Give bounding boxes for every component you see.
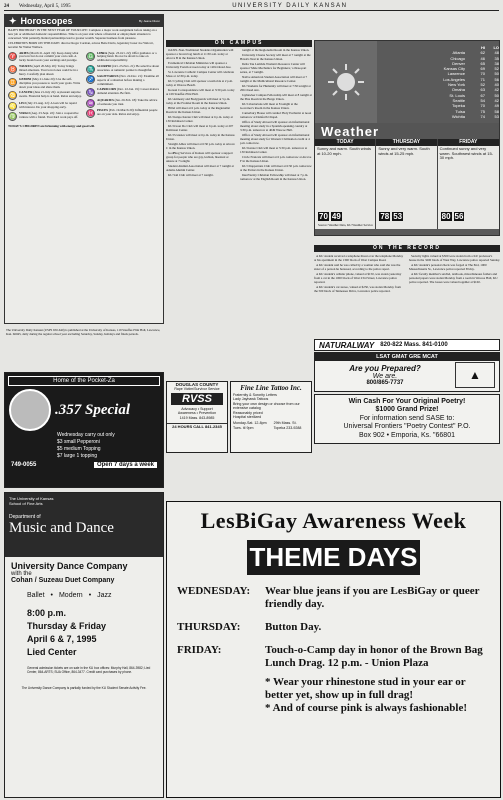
- weather-box: [314, 40, 500, 236]
- rvss-addr: 1419 Mass. 843-8985: [179, 415, 215, 420]
- city-hi: 71: [480, 76, 485, 82]
- sign-capricorn: ♑ CAPRICORN (Dec. 22-Jan. 19): Career matters demand attention. Be firm.: [87, 87, 159, 97]
- pisces-icon: ♓: [87, 111, 95, 118]
- music-venue: Lied Center: [27, 647, 77, 657]
- libra-icon: ♎: [87, 53, 95, 60]
- campus-item: Jayhawker Campus Fellowship will meet at 8 tonight at the Pine Room in the Burge Union.: [240, 93, 312, 101]
- music-title: Music and Dance: [9, 520, 114, 536]
- campus-item: KU Kwon Do Club will meet at 6 p.m. today at 207 Robinson Center.: [166, 123, 234, 132]
- music-dates: Thursday & Friday: [27, 621, 107, 631]
- city-hi: 65: [480, 60, 485, 66]
- test-names: LSAT GMAT GRE MCAT: [315, 353, 499, 361]
- city-hi: 69: [480, 66, 485, 72]
- signs-right: [86, 52, 160, 123]
- campus-item: Office of Study Abroad will sponsor an informational meeting about study for Western Civilization credit at 4 p.m. tomorrow.: [240, 132, 310, 145]
- forecast-desc: Sunny and very warm. South winds at 15-25 mph.: [378, 146, 430, 156]
- sign-leo: ♌ LEO (July 23-Aug. 22): A loan will be repaid with interest. Do your shopping early.: [9, 100, 77, 110]
- music-school: The University of Kansas: [9, 496, 54, 501]
- tattoo-ad[interactable]: [230, 381, 312, 453]
- record-item: A KU student's personal check was forged at The End, 1000 Massachusetts St., Lawrence police reported Friday.: [409, 263, 487, 271]
- tattoo-item: Lady Jayhawk Tattoos: [233, 397, 269, 402]
- pizza-deals: [5, 431, 163, 460]
- pizza-logo-icon: [9, 389, 51, 431]
- city-name: New York: [448, 82, 465, 88]
- signs-left: [8, 52, 82, 123]
- pizza-deal: $7 large 1 topping: [57, 453, 98, 459]
- campus-item: Native American Student Association will meet at 7 tonight at the Multicultural Resource Center.: [240, 75, 308, 83]
- forecast-day: THURSDAY: [376, 139, 436, 146]
- on-campus-col2: [240, 49, 312, 379]
- city-lo: 42: [494, 87, 499, 93]
- forecast-lo: 56: [454, 212, 464, 221]
- sign-gemini: ♊ GEMINI (May 21-June 20): Use the self-discipline you possess to reach your goals. Write down your ideas and share them.: [9, 76, 81, 89]
- city-hi: 67: [480, 92, 485, 98]
- music-ticketinfo: General admission tickets are on sale in the KU box offices: Murphy Hall, 864-3982; Lied Center, 864-ARTS; SUA Office, 864-3477. Credit card purchases by phone.: [27, 666, 151, 674]
- sign-taurus: ♉ TAURUS (April 20-May 20): Today brings mixed emotions. Your loved ones could be in a hurry. Carefully plan ahead.: [9, 63, 78, 76]
- city-lo: 50: [494, 92, 499, 98]
- forecast-strip: [315, 139, 499, 229]
- rvss-ad[interactable]: [166, 381, 228, 453]
- lbg-day: WEDNESDAY:: [177, 585, 251, 597]
- tattoo-addr: 29th Mass. St. Topeka 233-9288: [273, 421, 302, 430]
- music-dept2: Department of: [9, 514, 41, 520]
- tattoo-item: Hospital sterilized: [233, 415, 262, 420]
- lbg-day: FRIDAY:: [177, 644, 222, 656]
- city-name: Atlanta: [452, 50, 465, 56]
- city-hi: 46: [480, 55, 485, 61]
- sagittarius-icon: ♐: [87, 77, 95, 84]
- rvss-top: DOUGLAS COUNTY: [175, 382, 219, 387]
- lbg-row-wednesday: [167, 585, 500, 611]
- lo-col-label: LO: [493, 45, 499, 50]
- weather-credit: Source: Weather Data, KU Weather Service: [318, 223, 373, 228]
- city-hi: 70: [480, 103, 485, 109]
- pizza-phone: 749-0055: [11, 462, 37, 468]
- sign-pisces: ♓ PISCES (Feb. 19-March 20): Influential people are on your side. Relax and enjoy.: [87, 108, 158, 118]
- sign-scorpio: ♏ SCORPIO (Oct. 23-Nov. 21): Be selective about associates. A romantic partner is thoughtful.: [87, 63, 160, 73]
- campus-item: St. Lawrence Catholic Campus Center will celebrate Mass at 12:30 p.m. today.: [166, 69, 235, 78]
- forecast-thursday: [376, 139, 437, 229]
- weather-title: Weather: [315, 123, 499, 139]
- music-dates2: April 6 & 7, 1995: [27, 634, 97, 644]
- city-name: Topeka: [452, 103, 465, 109]
- poetry-line2: $1000 Grand Prize!: [375, 406, 439, 414]
- forecast-desc: Sunny and warm. South winds at 10-20 mph.: [317, 146, 372, 156]
- city-hi: 74: [480, 113, 485, 119]
- test-prep-ad[interactable]: [314, 352, 500, 392]
- city-hi: 75: [480, 108, 485, 114]
- city-temps: [377, 41, 499, 123]
- record-item: A KU student's car stereo, valued at $250, was stolen Monday from the 500 block of Tennessee Drive, Lawrence police reported.: [314, 284, 401, 293]
- city-lo: 42: [494, 97, 499, 103]
- campus-item: Office of Study Abroad will sponsor an informational meeting about study in a Spanish-speaking country at 3:30 p.m. tomorrow at 4049 Wescoe Hall.: [240, 120, 310, 132]
- record-item: A KU student received a telephone threat over the telephone Monday at his apartment in the 1300 block of West Campus Road.: [314, 255, 404, 262]
- city-name: Omaha: [451, 87, 465, 93]
- bullet-icon: •: [50, 592, 53, 599]
- tattoo-item: Reasonably priced: [233, 410, 263, 415]
- campus-item: KU Amnesty and Bodyguards will meet at 5 p.m. today at the Frontier Room in the Kansas Union.: [166, 96, 231, 105]
- tattoo-hours: Monday-Sat. 12-8pm Tues. til 9pm: [233, 421, 267, 430]
- city-hi: 62: [480, 50, 485, 56]
- sun-icon: [315, 41, 377, 123]
- music-time: 8:00 p.m.: [27, 608, 67, 618]
- city-name: Denver: [452, 60, 465, 66]
- gemini-icon: ♊: [9, 79, 17, 86]
- city-lo: 35: [494, 55, 499, 61]
- music-company: University Dance Company: [11, 561, 128, 571]
- campus-item: KU Karate Club will meet at 5:30 p.m. tomorrow at 130 Robinson Center.: [240, 145, 308, 154]
- campus-item: GodBlog Services of Kansas will sponsor a support group for people who are gay, lesbian, bisexual or unsure at 7 tonight.: [166, 150, 233, 163]
- sign-aquarius: ♒ AQUARIUS (Jan. 20-Feb. 18): Take the advice of someone you trust.: [87, 97, 158, 107]
- horoscopes-celebs: CELEBRITIES BORN ON THIS DATE: director Roger Corman, actress Bette Davis, legendary boxer Joe Walcott, novelist Sir Walter Wallace.: [8, 40, 154, 49]
- forecast-lo: 49: [331, 212, 341, 221]
- campus-item: KU Ecstasies will meet at 6 p.m. today in the Kansas Union.: [166, 132, 235, 141]
- campus-item: OASIS–Non-Traditional Students Organization will sponsor a brown bag lunch at 11:30 a.m. today at Alcove B in the Kansas Union.: [166, 49, 234, 60]
- city-lo: 53: [494, 113, 499, 119]
- tattoo-item: Bring your own design or choose from our extensive catalog: [233, 401, 300, 411]
- bullet-icon: •: [88, 592, 92, 599]
- sign-virgo: ♍ VIRGO (Aug. 23-Sept. 22): Join a cooperative venture with a friend. Your hard work pays off.: [9, 111, 79, 121]
- music-dance-ad[interactable]: [4, 492, 164, 798]
- lbg-row-friday: [167, 644, 500, 670]
- aries-icon: ♈: [9, 53, 17, 60]
- leo-icon: ♌: [9, 103, 17, 110]
- horoscopes-column: [4, 14, 164, 324]
- campus-item: Canterbury House will conduct Holy Eucharist at noon tomorrow at Danforth Chapel.: [240, 111, 312, 119]
- forecast-friday: [438, 139, 499, 229]
- campus-item: Korean Correspondence will meet at 3:30 p.m. today at 109 Stauffer-Flint Hall.: [166, 87, 235, 96]
- test-phone: 800/865-7737: [366, 380, 404, 386]
- campus-item: Delta Tau Lambda Women's Resource Center will sponsor 'Male Mechanics for Beginners,' a three-part series, at 7 tonight.: [240, 62, 307, 74]
- pizza-hours: Open 7 days a week: [94, 462, 157, 468]
- horoscope-icon: ✦: [9, 15, 17, 26]
- naturalway-phone: 820-822 Mass. 841-0100: [380, 342, 448, 348]
- style-jazz: Jazz: [97, 592, 112, 599]
- city-hi: 52: [480, 82, 485, 88]
- campus-item: Circle Francais will meet at 6 p.m. tomorrow at Alcove F in the Kansas Union.: [240, 154, 312, 163]
- aquarius-icon: ♒: [87, 100, 95, 107]
- city-name: Chicago: [450, 55, 465, 61]
- lesbigay-awareness-ad[interactable]: [166, 501, 501, 798]
- page-header: [4, 2, 499, 11]
- naturalway-name: NATURALWAY: [319, 340, 375, 350]
- sign-sagittarius: ♐ SAGITTARIUS (Nov. 22-Dec. 21): Examine all aspects of a situation before making a commitment.: [87, 74, 159, 87]
- city-lo: 56: [494, 76, 499, 82]
- city-name: Lawrence: [447, 71, 465, 77]
- city-name: Los Angeles: [443, 76, 465, 82]
- city-lo: 38: [494, 60, 499, 66]
- forecast-hi: 70: [319, 212, 328, 221]
- lbg-day-text: Wear blue jeans if you are LesBiGay or queer friendly day.: [265, 585, 480, 610]
- horoscopes-footer: TODAY'S CHILDREN are brimming with energy and good will.: [8, 123, 95, 128]
- poetry-line5: Box 902 • Emporia, Ks. "66801: [359, 431, 455, 439]
- lbg-note: * And of course pink is always fashionable!: [265, 702, 468, 714]
- rvss-item: Advocacy • Support: [181, 407, 213, 411]
- sign-libra: ♎ LIBRA (Sept. 23-Oct. 22): Offer guidance or a helping hand. Do not be afraid to take on additional responsibility.: [87, 50, 157, 63]
- campus-item: Student Alumni Association will meet at 7 tonight at Adams Alumni Center.: [166, 163, 234, 172]
- campus-item: University Chorus Society will meet at 7 tonight at the Hawk's Nest in the Kansas Union.: [240, 53, 311, 61]
- lbg-title: LesBiGay Awareness Week: [200, 508, 467, 533]
- record-item: Security lights valued at $500 were stolen from a KU professor's house in the 3200 block of West Way, Lawrence police reported Sunday.: [409, 255, 500, 262]
- city-hi: 54: [480, 97, 485, 103]
- city-name: St. Louis: [449, 92, 465, 98]
- rvss-item: Awareness • Prevention: [177, 411, 217, 416]
- tattoo-title: Fine Line Tattoo Inc.: [240, 384, 302, 392]
- forecast-day: TODAY: [315, 139, 375, 146]
- horoscopes-byline: By Jeane Dixon: [138, 19, 160, 23]
- poetry-line4: Universal Frontiers "Poetry Contest" P.O.: [343, 423, 471, 431]
- campus-item: InterVarsity Christian Fellowship will meet at 7 p.m. tomorrow at the English Room in the Kansas Union.: [240, 172, 309, 181]
- campus-item: KU Kenpo Karate Club will meet at 6 p.m. today at 130 Robinson Center.: [166, 114, 233, 123]
- campus-item: Ecumenical Christian Ministries will sponsor a University Forum at noon today at 1204 Oread Ave.: [166, 60, 232, 69]
- horoscopes-body: [5, 27, 163, 131]
- rvss-phone: 24 HOURS CALL 841-2345: [167, 423, 227, 429]
- music-schedule: [11, 607, 157, 659]
- city-lo: 52: [494, 66, 499, 72]
- forecast-hi: 80: [441, 212, 451, 221]
- capricorn-icon: ♑: [87, 90, 95, 97]
- forecast-today: [315, 139, 376, 229]
- forecast-desc: Continued sunny and very warm. Southwest winds at 15-30 mph.: [439, 146, 493, 161]
- city-lo: 48: [494, 50, 499, 56]
- horoscopes-intro: HAPPY BIRTHDAY! IN THE NEXT YEAR OF YOUR LIFE: Complete a major work assignment before taking on a new job or additional domestic responsibilities. Time is on your side where a financial or employment situation is concerned. Wait patiently. Rental partnerships lead to greater wealth. Separate business from pleasure.: [8, 28, 157, 40]
- horoscopes-title: Horoscopes: [20, 16, 73, 26]
- city-lo: 49: [494, 103, 499, 109]
- record-item: A KU student's cellular phone, valued at $150, was stolen yesterday from a car in the 1000 block of West 23rd Street, Lawrence police reported.: [314, 272, 402, 284]
- city-lo: 50: [494, 71, 499, 77]
- lbg-theme-days: THEME DAYS: [247, 540, 420, 575]
- lbg-note: * Wear your rhinestone stud in your ear or better yet, show up in full drag!: [265, 676, 466, 701]
- lbg-day-text: Touch-o-Camp day in honor of the Brown Bag Lunch Drag. 12 p.m. - Union Plaza: [265, 644, 483, 669]
- scorpio-icon: ♏: [87, 66, 95, 73]
- cancer-icon: ♋: [9, 93, 17, 100]
- on-campus-header: ON CAMPUS: [166, 40, 312, 47]
- lbg-day: THURSDAY:: [177, 621, 241, 633]
- music-dept: School of Fine Arts: [9, 501, 43, 506]
- pizza-special: .357 Special: [55, 401, 130, 418]
- poetry-contest-ad[interactable]: [314, 394, 500, 444]
- pizza-deal: $3 small Pepperoni: [57, 439, 100, 445]
- city-list: [377, 50, 499, 119]
- sign-aries: ♈ ARIES (March 21-April 19): Keep doing what you love but do not commit your own cash. A lucky break boosts your earnings and prestige.: [9, 50, 79, 63]
- pizza-deal: Wednesday carry out only: [57, 432, 115, 438]
- record-item: A KU student said he was called by a woman who said she was the sister of a person he harassed, according to the police report.: [314, 263, 401, 271]
- style-modern: Modern: [58, 592, 83, 599]
- test-headline: Are you Prepared?: [349, 364, 421, 373]
- music-styles: [27, 592, 157, 599]
- rvss-logo: RVSS: [171, 393, 223, 405]
- city-lo: 40: [494, 82, 499, 88]
- lbg-row-thursday: [167, 621, 500, 634]
- horoscopes-header: [5, 15, 163, 27]
- forecast-hi: 78: [380, 212, 390, 221]
- city-name: Seattle: [452, 97, 465, 103]
- virgo-icon: ♍: [9, 114, 17, 121]
- on-campus-col1: [166, 49, 237, 379]
- music-with: with the: [11, 571, 32, 577]
- poetry-line3: For information send SASE to:: [359, 414, 455, 422]
- campus-item: KU Sail Club will meet at 7 tonight.: [168, 172, 214, 177]
- hi-col-label: HI: [481, 45, 485, 50]
- city-row: [377, 114, 499, 119]
- campus-item: KU Libertarians will meet at 8 tonight at the Governor's Room in the Kansas Union.: [240, 102, 298, 110]
- music-guest: Cohan / Suzeau Duet Company: [11, 577, 115, 584]
- city-hi: 70: [480, 71, 485, 77]
- pizza-deal: $5 medium Topping: [57, 446, 101, 452]
- record-col2: [409, 255, 500, 337]
- city-name: Wichita: [451, 113, 465, 119]
- taurus-icon: ♉: [9, 66, 17, 73]
- lbg-day-text: Button Day.: [265, 621, 322, 633]
- page-number: 24: [4, 3, 9, 9]
- campus-item: tonight at the Regionalist Room in the Kansas Union.: [242, 49, 310, 52]
- poetry-line1: Win Cash For Your Original Poetry!: [348, 398, 466, 405]
- campus-item: KU Students for Humanity will meet at 7:30 tonight at 206 Oread Ave.: [240, 84, 311, 92]
- masthead: UNIVERSITY DAILY KANSAN: [232, 3, 348, 9]
- naturalway-ad[interactable]: [314, 339, 500, 351]
- campus-item: KU Chapparrans Club will meet at 6:30 p.m. tomorrow at the Parlors in the Kansas Union.: [240, 163, 312, 172]
- record-item: A KU faculty member's satchel, textbook, miscellaneous folders and personal papers were stolen Monday from a room in Wescoe Hall, KU police reported. The losses were valued together at $160.: [409, 272, 498, 284]
- city-name: Tulsa: [455, 108, 465, 114]
- review-logo-icon: ▲: [455, 362, 495, 388]
- forecast-day: FRIDAY: [438, 139, 499, 146]
- campus-item: KU Cycling Club will sponsor a team ride at 2 p.m. today at Wescoe Beach.: [166, 78, 233, 87]
- music-credit: The University Dance Company is partially funded by the KU Student Senate Activity Fee.: [21, 685, 147, 690]
- tattoo-item: Fraternity & Sorority Letters: [233, 393, 277, 397]
- city-hi: 63: [480, 87, 485, 93]
- city-name: Kansas City: [443, 66, 465, 72]
- campus-item: Hillel will meet at 6 p.m. today at the Regionalist Room in the Kansas Union.: [166, 105, 230, 114]
- test-sub: We are.: [372, 373, 398, 380]
- publication-info: The University Daily Kansan (USPS 650-640) is published at the University of Kansas, 119 Stauffer-Flint Hall, Lawrence, Kan. 66045, daily during the regular school year excluding Saturday, Sunday, holidays and finals periods.: [6, 328, 161, 336]
- sign-cancer: ♋ CANCER (June 21-July 22): A pleasant surprise awaits. Financial help is at hand. Relax and enjoy.: [9, 90, 82, 100]
- city-lo: 58: [494, 108, 499, 114]
- forecast-lo: 53: [393, 212, 403, 221]
- on-the-record-header: ON THE RECORD: [314, 245, 500, 252]
- pizza-tagline: Home of the Pocket-Za: [8, 376, 160, 386]
- rvss-sub: Rape Victim/Survivor Service: [174, 387, 220, 391]
- pizza-ad[interactable]: [4, 372, 164, 488]
- campus-item: Straight Allies will meet at 6:30 p.m. today at Alcove C in the Kansas Union.: [166, 141, 235, 150]
- issue-date: Wednesday, April 5, 1995: [19, 3, 71, 9]
- record-col1: [314, 255, 405, 337]
- style-ballet: Ballet: [27, 592, 45, 599]
